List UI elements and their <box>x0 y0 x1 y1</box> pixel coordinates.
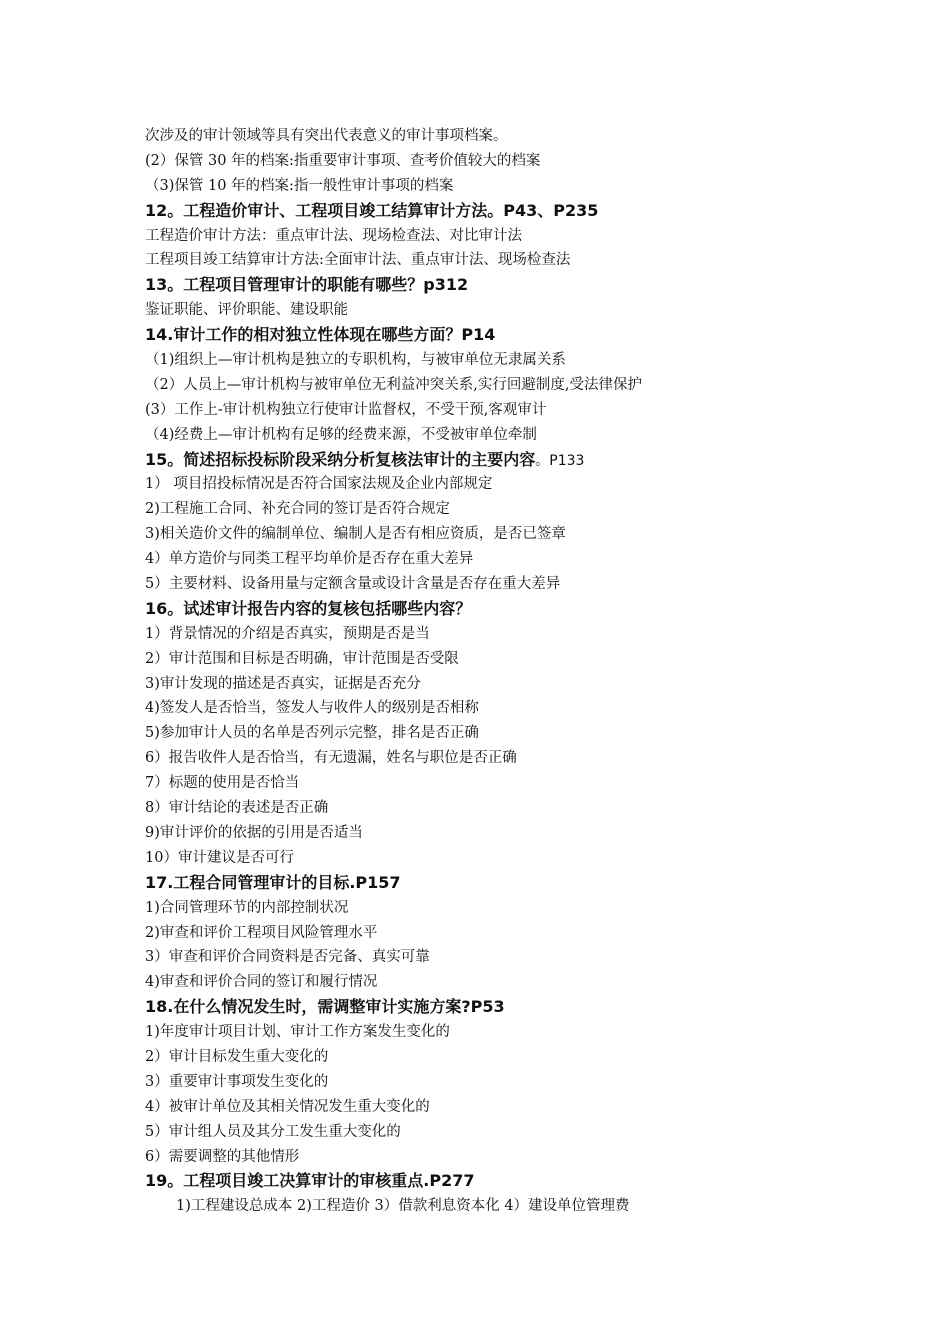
section-heading <box>145 323 785 348</box>
text-line <box>145 1120 785 1145</box>
heading-text: 15。简述招标投标阶段采纳分析复核法审计的主要内容 <box>145 449 536 469</box>
line-text: 4）被审计单位及其相关情况发生重大变化的 <box>145 1098 430 1115</box>
line-text: 3）审查和评价合同资料是否完备、真实可靠 <box>145 949 430 966</box>
text-line <box>145 124 785 149</box>
line-text: 2）审计目标发生重大变化的 <box>145 1048 329 1065</box>
line-text: 5）审计组人员及其分工发生重大变化的 <box>145 1123 401 1140</box>
section-heading <box>145 597 785 622</box>
line-text: 1)合同管理环节的内部控制状况 <box>145 899 349 916</box>
text-line <box>145 398 785 423</box>
line-text: 1)年度审计项目计划、审计工作方案发生变化的 <box>145 1024 450 1041</box>
line-text: 6）报告收件人是否恰当，有无遗漏，姓名与职位是否正确 <box>145 750 517 767</box>
text-line <box>145 796 785 821</box>
line-text: 4)审查和评价合同的签订和履行情况 <box>145 974 378 991</box>
line-text: 10）审计建议是否可行 <box>145 849 294 866</box>
text-line <box>145 298 785 323</box>
section-heading <box>145 199 785 224</box>
text-line <box>145 373 785 398</box>
text-line <box>145 149 785 174</box>
section-heading <box>145 448 785 473</box>
line-text: 3）重要审计事项发生变化的 <box>145 1073 329 1090</box>
section-heading <box>145 995 785 1020</box>
line-text: 9)审计评价的依据的引用是否适当 <box>145 824 363 841</box>
text-line <box>145 696 785 721</box>
text-line <box>145 547 785 572</box>
line-text: 5）主要材料、设备用量与定额含量或设计含量是否存在重大差异 <box>145 576 561 593</box>
text-line <box>145 647 785 672</box>
line-text: 8）审计结论的表述是否正确 <box>145 800 329 817</box>
line-text: 鉴证职能、评价职能、建设职能 <box>145 302 348 319</box>
line-text: 1） 项目招投标情况是否符合国家法规及企业内部规定 <box>145 476 493 493</box>
section-heading <box>145 1169 785 1194</box>
text-line <box>145 1020 785 1045</box>
line-text: 1）背景情况的介绍是否真实，预期是否是当 <box>145 625 430 642</box>
text-line <box>145 174 785 199</box>
heading-page-ref: 。P133 <box>535 452 585 469</box>
text-line <box>145 522 785 547</box>
text-line <box>145 622 785 647</box>
heading-text: 16。试述审计报告内容的复核包括哪些内容？ <box>145 598 472 618</box>
text-line <box>145 945 785 970</box>
line-text: （1)组织上—审计机构是独立的专职机构，与被审单位无隶属关系 <box>145 352 566 369</box>
heading-text: 13。工程项目管理审计的职能有哪些？p312 <box>145 275 469 295</box>
line-text: (2）保管 30 年的档案:指重要审计事项、查考价值较大的档案 <box>145 152 541 169</box>
heading-text: 17.工程合同管理审计的目标.P157 <box>145 872 401 892</box>
text-line <box>145 423 785 448</box>
text-line <box>145 1145 785 1170</box>
text-line <box>145 771 785 796</box>
heading-text: 12。工程造价审计、工程项目竣工结算审计方法。P43、P235 <box>145 200 599 220</box>
text-line <box>145 970 785 995</box>
text-line <box>145 672 785 697</box>
line-text: 工程造价审计方法：重点审计法、现场检查法、对比审计法 <box>145 227 522 244</box>
line-text: (3）工作上-审计机构独立行使审计监督权，不受干预,客观审计 <box>145 401 547 418</box>
text-line <box>145 1095 785 1120</box>
text-line <box>145 1070 785 1095</box>
line-text: 1)工程建设总成本 2)工程造价 3）借款利息资本化 4）建设单位管理费 <box>176 1198 630 1215</box>
text-line <box>145 721 785 746</box>
document-body <box>145 124 785 1219</box>
line-text: 工程项目竣工结算审计方法:全面审计法、重点审计法、现场检查法 <box>145 252 571 269</box>
text-line <box>145 472 785 497</box>
line-text: 2)工程施工合同、补充合同的签订是否符合规定 <box>145 501 450 518</box>
line-text: 2)审查和评价工程项目风险管理水平 <box>145 924 378 941</box>
section-heading <box>145 273 785 298</box>
heading-text: 19。工程项目竣工决算审计的审核重点.P277 <box>145 1171 475 1191</box>
line-text: （3)保管 10 年的档案:指一般性审计事项的档案 <box>145 177 454 194</box>
line-text: 2）审计范围和目标是否明确，审计范围是否受限 <box>145 650 459 667</box>
text-line <box>145 1045 785 1070</box>
text-line <box>145 846 785 871</box>
text-line <box>145 821 785 846</box>
line-text: 7）标题的使用是否恰当 <box>145 775 300 792</box>
text-line <box>145 497 785 522</box>
text-line <box>145 921 785 946</box>
line-text: 6）需要调整的其他情形 <box>145 1148 300 1165</box>
line-text: 4)签发人是否恰当，签发人与收件人的级别是否相称 <box>145 700 479 717</box>
heading-text: 18.在什么情况发生时，需调整审计实施方案?P53 <box>145 997 505 1017</box>
text-line <box>145 746 785 771</box>
text-line <box>145 572 785 597</box>
text-line <box>145 224 785 249</box>
text-line <box>145 348 785 373</box>
line-text: 次涉及的审计领域等具有突出代表意义的审计事项档案。 <box>145 128 508 144</box>
line-text: 3)相关造价文件的编制单位、编制人是否有相应资质，是否已签章 <box>145 526 566 543</box>
heading-text: 14.审计工作的相对独立性体现在哪些方面？P14 <box>145 325 496 345</box>
line-text: （4)经费上—审计机构有足够的经费来源，不受被审单位牵制 <box>145 426 537 443</box>
line-text: 4）单方造价与同类工程平均单价是否存在重大差异 <box>145 551 474 568</box>
text-line <box>145 1194 785 1219</box>
line-text: 5)参加审计人员的名单是否列示完整，排名是否正确 <box>145 725 479 742</box>
line-text: （2）人员上—审计机构与被审单位无利益冲突关系,实行回避制度,受法律保护 <box>145 376 642 393</box>
text-line <box>145 896 785 921</box>
section-heading <box>145 871 785 896</box>
line-text: 3)审计发现的描述是否真实，证据是否充分 <box>145 675 421 692</box>
text-line <box>145 248 785 273</box>
